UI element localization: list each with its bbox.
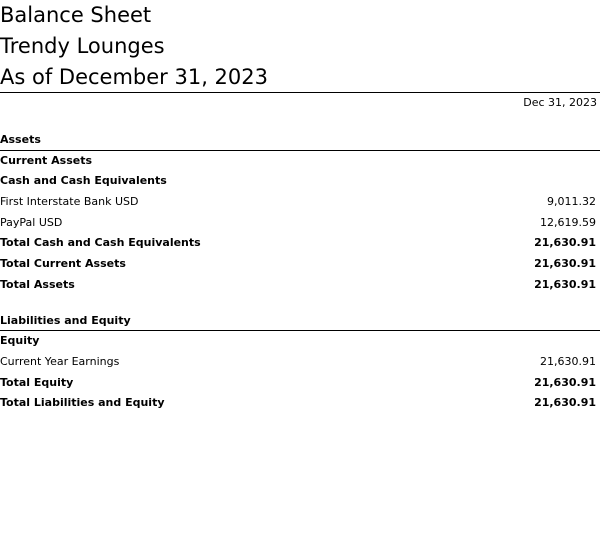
header-divider (0, 92, 600, 93)
row-label: Total Equity (0, 375, 74, 389)
row-total-current-assets (0, 254, 600, 275)
row-label: Current Year Earnings (0, 354, 120, 368)
row-current-year-earnings (0, 352, 600, 373)
report-date: As of December 31, 2023 (0, 65, 268, 89)
row-value: 21,630.91 (534, 375, 596, 389)
row-first-interstate (0, 192, 600, 213)
row-value: 12,619.59 (540, 215, 596, 229)
column-header-date: Dec 31, 2023 (523, 96, 597, 109)
report-header (0, 0, 600, 93)
row-value: 21,630.91 (534, 277, 596, 291)
row-value: 21,630.91 (540, 354, 596, 368)
row-label: Total Current Assets (0, 257, 126, 271)
company-name: Trendy Lounges (0, 34, 165, 58)
balance-sheet-table (0, 130, 600, 414)
row-value: 21,630.91 (534, 396, 596, 410)
row-total-cash (0, 233, 600, 254)
group-cash-equivalents (0, 171, 600, 192)
row-value: 21,630.91 (534, 236, 596, 250)
row-label: Total Assets (0, 277, 75, 291)
row-label: Liabilities and Equity (0, 313, 131, 327)
group-equity (0, 331, 600, 352)
group-current-assets (0, 151, 600, 172)
row-value: 9,011.32 (547, 195, 596, 209)
row-label: Total Cash and Cash Equivalents (0, 236, 201, 250)
row-label: Equity (0, 334, 40, 348)
row-label: Assets (0, 133, 41, 146)
section-spacer (0, 296, 600, 311)
row-total-equity (0, 373, 600, 394)
row-value: 21,630.91 (534, 257, 596, 271)
row-paypal (0, 213, 600, 234)
row-total-assets (0, 275, 600, 296)
row-label: First Interstate Bank USD (0, 195, 139, 209)
section-assets (0, 130, 600, 151)
row-label: Current Assets (0, 153, 93, 167)
row-total-liabilities-equity (0, 393, 600, 414)
section-liabilities-equity (0, 311, 600, 332)
row-label: Total Liabilities and Equity (0, 396, 165, 410)
report-title: Balance Sheet (0, 3, 152, 27)
row-label: Cash and Cash Equivalents (0, 174, 167, 188)
row-label: PayPal USD (0, 215, 63, 229)
